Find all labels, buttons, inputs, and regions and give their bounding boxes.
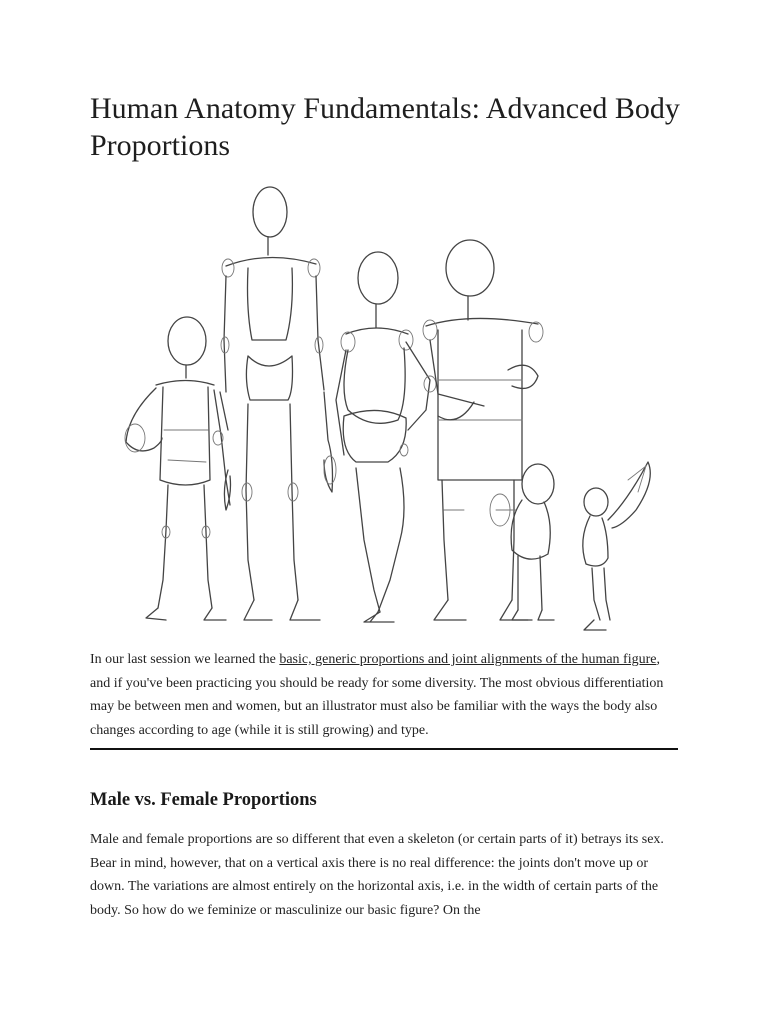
sketch-figure-boy xyxy=(125,317,230,620)
section-paragraph: Male and female proportions are so different that even a skeleton (or certain parts of it) betrays its sex. Bear in mind, however, that on a vertical axis there is no real difference: the joints don't move up or down. The variations are almost entirely on the horizontal axis, i.e. in the width of certain parts of the body. So how do we feminize or masculinize our basic figure? On the xyxy=(90,832,664,918)
section-divider xyxy=(90,748,678,750)
sketch-figure-stocky-man xyxy=(423,240,543,620)
sketch-figure-tall-man xyxy=(220,187,336,620)
intro-text-end: , and if you've been practicing you should be ready for some diversity. The most obvious differentiation may be between men and women, but an illustrator must also be familiar with the ways the body also changes according to age (while it is still growing) and type. xyxy=(90,652,664,738)
article-title: Human Anatomy Fundamentals: Advanced Body Proportions xyxy=(90,92,680,162)
sketch-figure-toddler xyxy=(583,462,650,630)
proportions-sketch-image xyxy=(108,180,668,640)
sketch-figure-child xyxy=(490,464,554,620)
section-heading: Male vs. Female Proportions xyxy=(90,790,317,810)
intro-text-start: In our last session we learned the xyxy=(90,652,280,667)
intro-paragraph xyxy=(90,648,680,742)
basic-proportions-link[interactable]: basic, generic proportions and joint alignments of the human figure xyxy=(279,652,657,667)
sketch-figure-woman xyxy=(336,252,436,622)
